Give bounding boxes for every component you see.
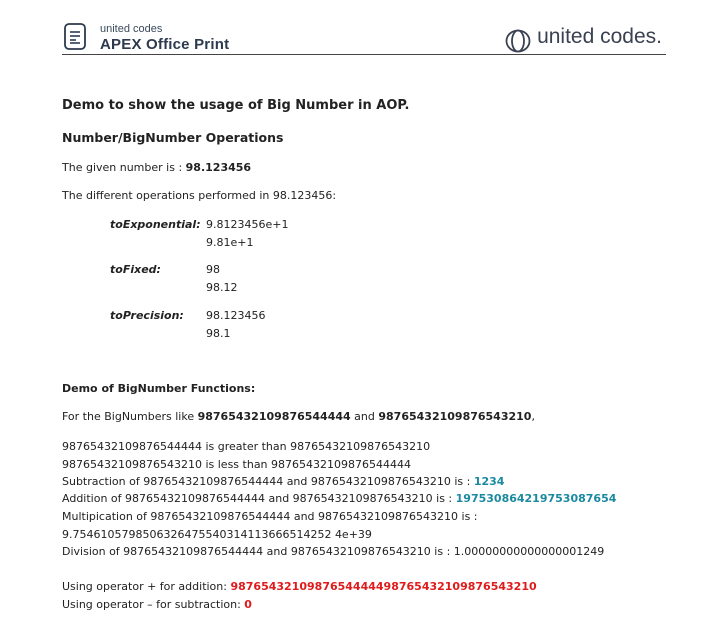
intro-prefix: For the BigNumbers like <box>62 410 198 423</box>
brand-product-name: APEX Office Print <box>100 36 230 53</box>
op-label-toexponential: toExponential: <box>110 218 201 231</box>
addition-label: Addition of 98765432109876544444 and 98765432109876543210 is : <box>62 492 456 505</box>
op-value: 9.81e+1 <box>206 236 254 249</box>
page-header <box>62 22 666 55</box>
subtraction-line <box>62 475 504 488</box>
multiplication-result: 9.7546105798506326475540314113666514252 4e+39 <box>62 528 372 541</box>
greater-than-line: 98765432109876544444 is greater than 98765432109876543210 <box>62 440 431 453</box>
document-icon <box>64 23 86 50</box>
section-heading-functions: Demo of BigNumber Functions: <box>62 382 256 395</box>
bignumber-1: 98765432109876544444 <box>197 410 351 423</box>
multiplication-line: Multipication of 98765432109876544444 and 98765432109876543210 is : <box>62 510 478 523</box>
operator-minus-result: 0 <box>244 598 252 611</box>
op-label-toprecision: toPrecision: <box>110 309 184 322</box>
page-title: Demo to show the usage of Big Number in AOP. <box>62 98 410 113</box>
operator-minus-line <box>62 598 252 611</box>
addition-result: 197530864219753087654 <box>455 492 617 505</box>
given-number-value: 98.123456 <box>185 161 252 174</box>
company-logo-text: united codes. <box>537 25 662 48</box>
company-logo <box>505 25 662 49</box>
op-value: 98.1 <box>206 327 231 340</box>
addition-line <box>62 492 616 505</box>
operator-plus-label: Using operator + for addition: <box>62 580 231 593</box>
bignumber-2: 98765432109876543210 <box>378 410 532 423</box>
given-number-label: The given number is : <box>62 161 186 174</box>
op-value: 98 <box>206 263 220 276</box>
section-heading-operations: Number/BigNumber Operations <box>62 130 284 145</box>
given-number-line <box>62 161 251 174</box>
operations-intro: The different operations performed in 98.123456: <box>62 189 337 202</box>
bignumbers-intro <box>62 410 535 423</box>
op-value: 98.12 <box>206 281 238 294</box>
double-ring-icon <box>505 29 531 53</box>
operator-plus-result: 9876543210987654444498765432109876543210 <box>230 580 537 593</box>
op-value: 9.8123456e+1 <box>206 218 289 231</box>
op-label-tofixed: toFixed: <box>110 263 161 276</box>
less-than-line: 98765432109876543210 is less than 98765432109876544444 <box>62 458 411 471</box>
brand-small-text: united codes <box>100 23 163 35</box>
operator-minus-label: Using operator – for subtraction: <box>62 598 245 611</box>
subtraction-result: 1234 <box>473 475 505 488</box>
operator-plus-line <box>62 580 537 593</box>
intro-and: and <box>350 410 379 423</box>
division-line: Division of 98765432109876544444 and 98765432109876543210 is : 1.00000000000000001249 <box>62 545 605 558</box>
op-value: 98.123456 <box>206 309 266 322</box>
intro-suffix: , <box>531 410 535 423</box>
subtraction-label: Subtraction of 98765432109876544444 and 98765432109876543210 is : <box>62 475 474 488</box>
